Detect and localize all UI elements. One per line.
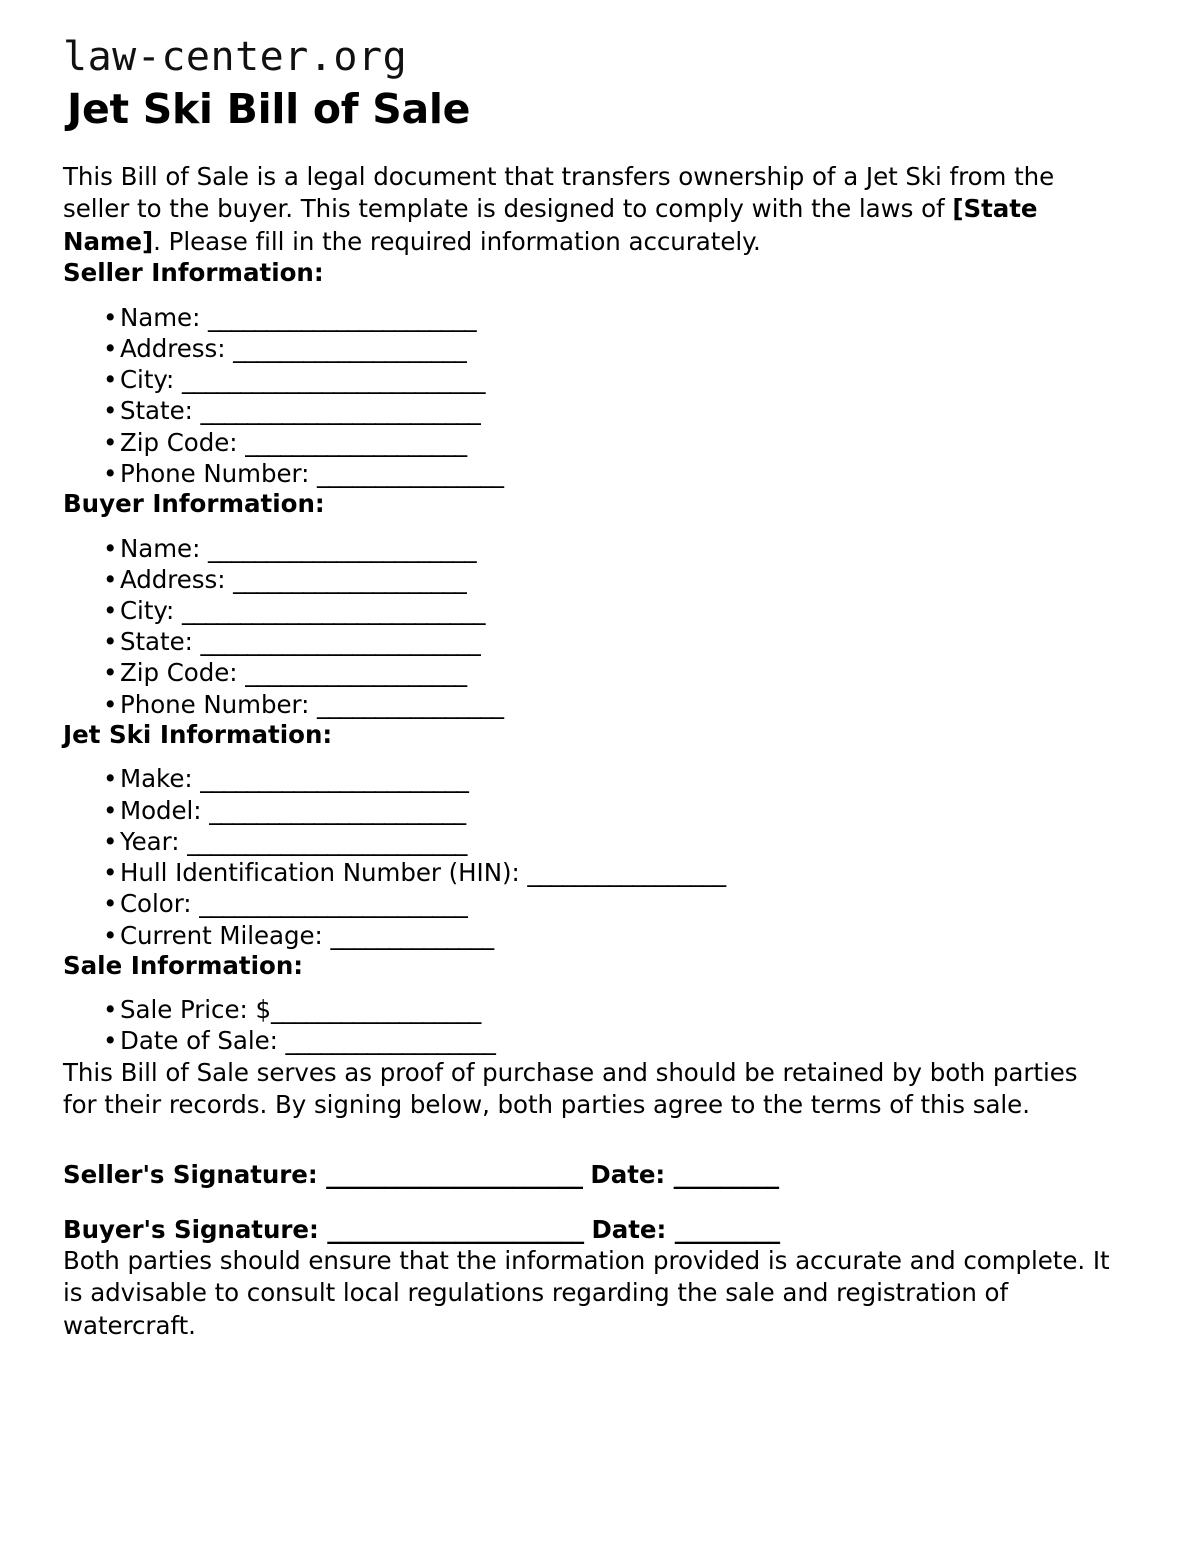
buyer-date-blank[interactable]: _________ (674, 1215, 780, 1245)
list-item (63, 533, 1115, 564)
list-item (63, 595, 1115, 626)
field-label: State: (120, 396, 201, 426)
field-label: Address: (120, 333, 234, 363)
seller-date-blank[interactable]: _________ (673, 1159, 779, 1189)
list-item (63, 857, 1115, 888)
field-label: Year: (120, 826, 188, 856)
field-blank-line[interactable]: ____________________ (233, 564, 467, 594)
field-blank-line[interactable]: ___________________ (245, 427, 467, 457)
site-name: law-center.org (63, 34, 408, 80)
state-name-placeholder: [State Name] (63, 194, 1038, 256)
seller-signature-label: Seller's Signature: (63, 1159, 327, 1189)
field-blank-line[interactable]: __________________________ (181, 596, 485, 625)
field-blank-line[interactable]: __________________ (285, 1026, 496, 1056)
intro-text-part1: This Bill of Sale is a legal document that transfers ownership of a Jet Ski from the seller to the buyer. This template is designed to comply with the laws of (63, 161, 1055, 224)
list-item (63, 657, 1115, 688)
list-item (63, 395, 1115, 426)
field-label: Phone Number: (120, 689, 318, 719)
field-label: City: (120, 596, 182, 625)
field-blank-line[interactable]: __________________________ (181, 365, 485, 395)
buyer-signature-blank[interactable]: ______________________ (327, 1215, 584, 1245)
field-label: Make: (120, 764, 201, 794)
field-label: City: (120, 365, 182, 395)
list-item (63, 994, 1115, 1025)
field-blank-line[interactable]: ___________________ (245, 658, 467, 688)
section-heading-sale: Sale Information: (63, 950, 304, 980)
list-item (63, 302, 1115, 333)
field-label: Zip Code: (120, 658, 246, 688)
field-label: State: (120, 627, 201, 657)
closing-paragraph: Both parties should ensure that the information provided is accurate and complete. It is advisable to consult local regulations regarding the sale and registration of watercraft. (63, 1245, 1110, 1340)
field-blank-line[interactable]: _______________________ (199, 889, 468, 919)
list-item (63, 888, 1115, 919)
list-item (63, 333, 1115, 364)
list-item (63, 1025, 1115, 1056)
field-blank-line[interactable]: ____________________ (233, 333, 467, 363)
field-blank-line[interactable]: ______________ (330, 920, 494, 950)
field-blank-line[interactable]: _______________________ (208, 302, 476, 332)
buyer-date-label: Date: (591, 1215, 675, 1245)
field-blank-line[interactable]: _______________________ (208, 533, 476, 563)
intro-text-part2: . Please fill in the required information accurately. (153, 226, 761, 256)
list-item (63, 364, 1115, 395)
section-heading-buyer: Buyer Information: (63, 489, 325, 519)
field-blank-line[interactable]: ________________________ (200, 627, 481, 657)
retention-paragraph: This Bill of Sale serves as proof of purchase and should be retained by both parties for their records. By signing below, both parties agree to the terms of this sale. (63, 1057, 1078, 1120)
field-blank-line[interactable]: ________________________ (187, 826, 467, 856)
field-label: Address: (120, 564, 234, 594)
field-label: Color: (120, 889, 200, 919)
list-item (63, 795, 1115, 826)
seller-date-label: Date: (590, 1159, 674, 1189)
list-item (63, 920, 1115, 951)
field-label: Zip Code: (120, 427, 246, 457)
field-list-jet-ski (63, 763, 1115, 950)
list-item (63, 826, 1115, 857)
section-heading-seller: Seller Information: (63, 258, 324, 288)
field-blank-line[interactable]: ________________ (317, 689, 504, 719)
field-blank-line[interactable]: __________________ (270, 995, 481, 1025)
section-heading-jet-ski: Jet Ski Information: (63, 719, 333, 749)
list-item (63, 564, 1115, 595)
field-label: Date of Sale: (120, 1026, 286, 1056)
list-item (63, 458, 1115, 489)
field-label: Model: (120, 795, 210, 825)
page-title: Jet Ski Bill of Sale (67, 85, 471, 133)
field-blank-line[interactable]: ________________ (317, 458, 504, 488)
field-label: Phone Number: (120, 458, 318, 488)
list-item (63, 763, 1115, 794)
field-label: Current Mileage: (120, 920, 331, 950)
list-item (63, 626, 1115, 657)
field-list-seller (63, 302, 1115, 489)
field-label: Name: (120, 302, 209, 332)
field-list-buyer (63, 533, 1115, 720)
field-blank-line[interactable]: ________________________ (200, 396, 481, 426)
buyer-signature-label: Buyer's Signature: (63, 1215, 328, 1245)
field-list-sale (63, 994, 1115, 1056)
field-label: Name: (120, 533, 209, 563)
field-label: Hull Identification Number (HIN): (120, 858, 528, 888)
list-item (63, 689, 1115, 720)
field-blank-line[interactable]: ______________________ (209, 795, 466, 825)
field-blank-line[interactable]: _______________________ (200, 764, 469, 794)
buyer-signature-row (63, 1215, 1115, 1244)
seller-signature-row (63, 1160, 1115, 1189)
field-blank-line[interactable]: _________________ (527, 858, 726, 888)
seller-signature-blank[interactable]: ______________________ (326, 1159, 583, 1189)
field-label: Sale Price: $ (120, 995, 271, 1025)
intro-paragraph (63, 161, 1115, 259)
list-item (63, 427, 1115, 458)
